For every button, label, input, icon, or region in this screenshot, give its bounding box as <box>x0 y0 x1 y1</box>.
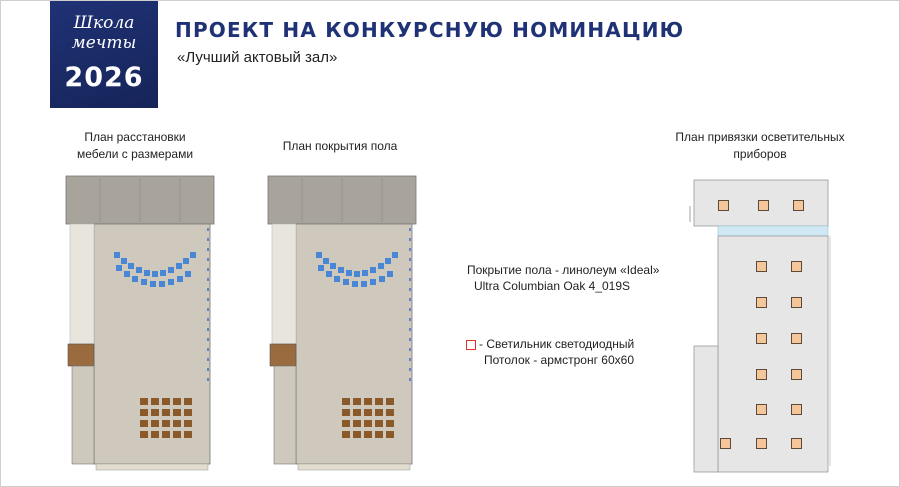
floor-legend-line2: Ultra Columbian Oak 4_019S <box>473 279 631 293</box>
ceiling-light-icon <box>791 261 802 272</box>
ceiling-light-icon <box>791 438 802 449</box>
floor-plan-caption <box>260 138 420 155</box>
light-legend <box>466 336 634 368</box>
furniture-plan-caption-line2: мебели с размерами <box>76 147 194 161</box>
light-legend-line1: - Светильник светодиодный <box>479 337 635 351</box>
ceiling-light-icon <box>756 297 767 308</box>
ceiling-light-icon <box>756 369 767 380</box>
page-subtitle: «Лучший актовый зал» <box>177 49 338 66</box>
lighting-plan-drawing <box>688 176 848 478</box>
ceiling-light-icon <box>793 200 804 211</box>
page-title: ПРОЕКТ НА КОНКУРСНУЮ НОМИНАЦИЮ <box>175 18 685 42</box>
logo-year: 2026 <box>64 62 144 93</box>
logo-text-line2: мечты <box>71 33 137 53</box>
furniture-plan-caption <box>60 129 210 163</box>
floor-legend <box>467 262 660 294</box>
logo-text-line1: Школа <box>73 13 135 33</box>
ceiling-light-icon <box>791 369 802 380</box>
ceiling-light-icon <box>756 404 767 415</box>
ceiling-light-icon <box>756 438 767 449</box>
ceiling-light-icon <box>718 200 729 211</box>
floor-plan-drawing <box>262 172 422 474</box>
lighting-plan-caption <box>670 129 850 163</box>
ceiling-light-icon <box>758 200 769 211</box>
furniture-plan-drawing <box>60 172 220 474</box>
lighting-plan-caption-line2: приборов <box>733 147 787 161</box>
light-legend-marker-icon <box>466 340 476 350</box>
light-legend-line2: Потолок - армстронг 60x60 <box>484 353 635 367</box>
floor-plan-caption-line1: План покрытия пола <box>282 139 398 153</box>
ceiling-light-icon <box>791 333 802 344</box>
ceiling-light-icon <box>720 438 731 449</box>
logo-badge <box>50 0 158 108</box>
ceiling-light-icon <box>791 297 802 308</box>
ceiling-light-icon <box>756 333 767 344</box>
floor-legend-line1: Покрытие пола - линолеум «Ideal» <box>467 263 660 277</box>
furniture-plan-caption-line1: План расстановки <box>84 130 186 144</box>
ceiling-light-icon <box>791 404 802 415</box>
lighting-plan-caption-line1: План привязки осветительных <box>675 130 845 144</box>
ceiling-light-icon <box>756 261 767 272</box>
